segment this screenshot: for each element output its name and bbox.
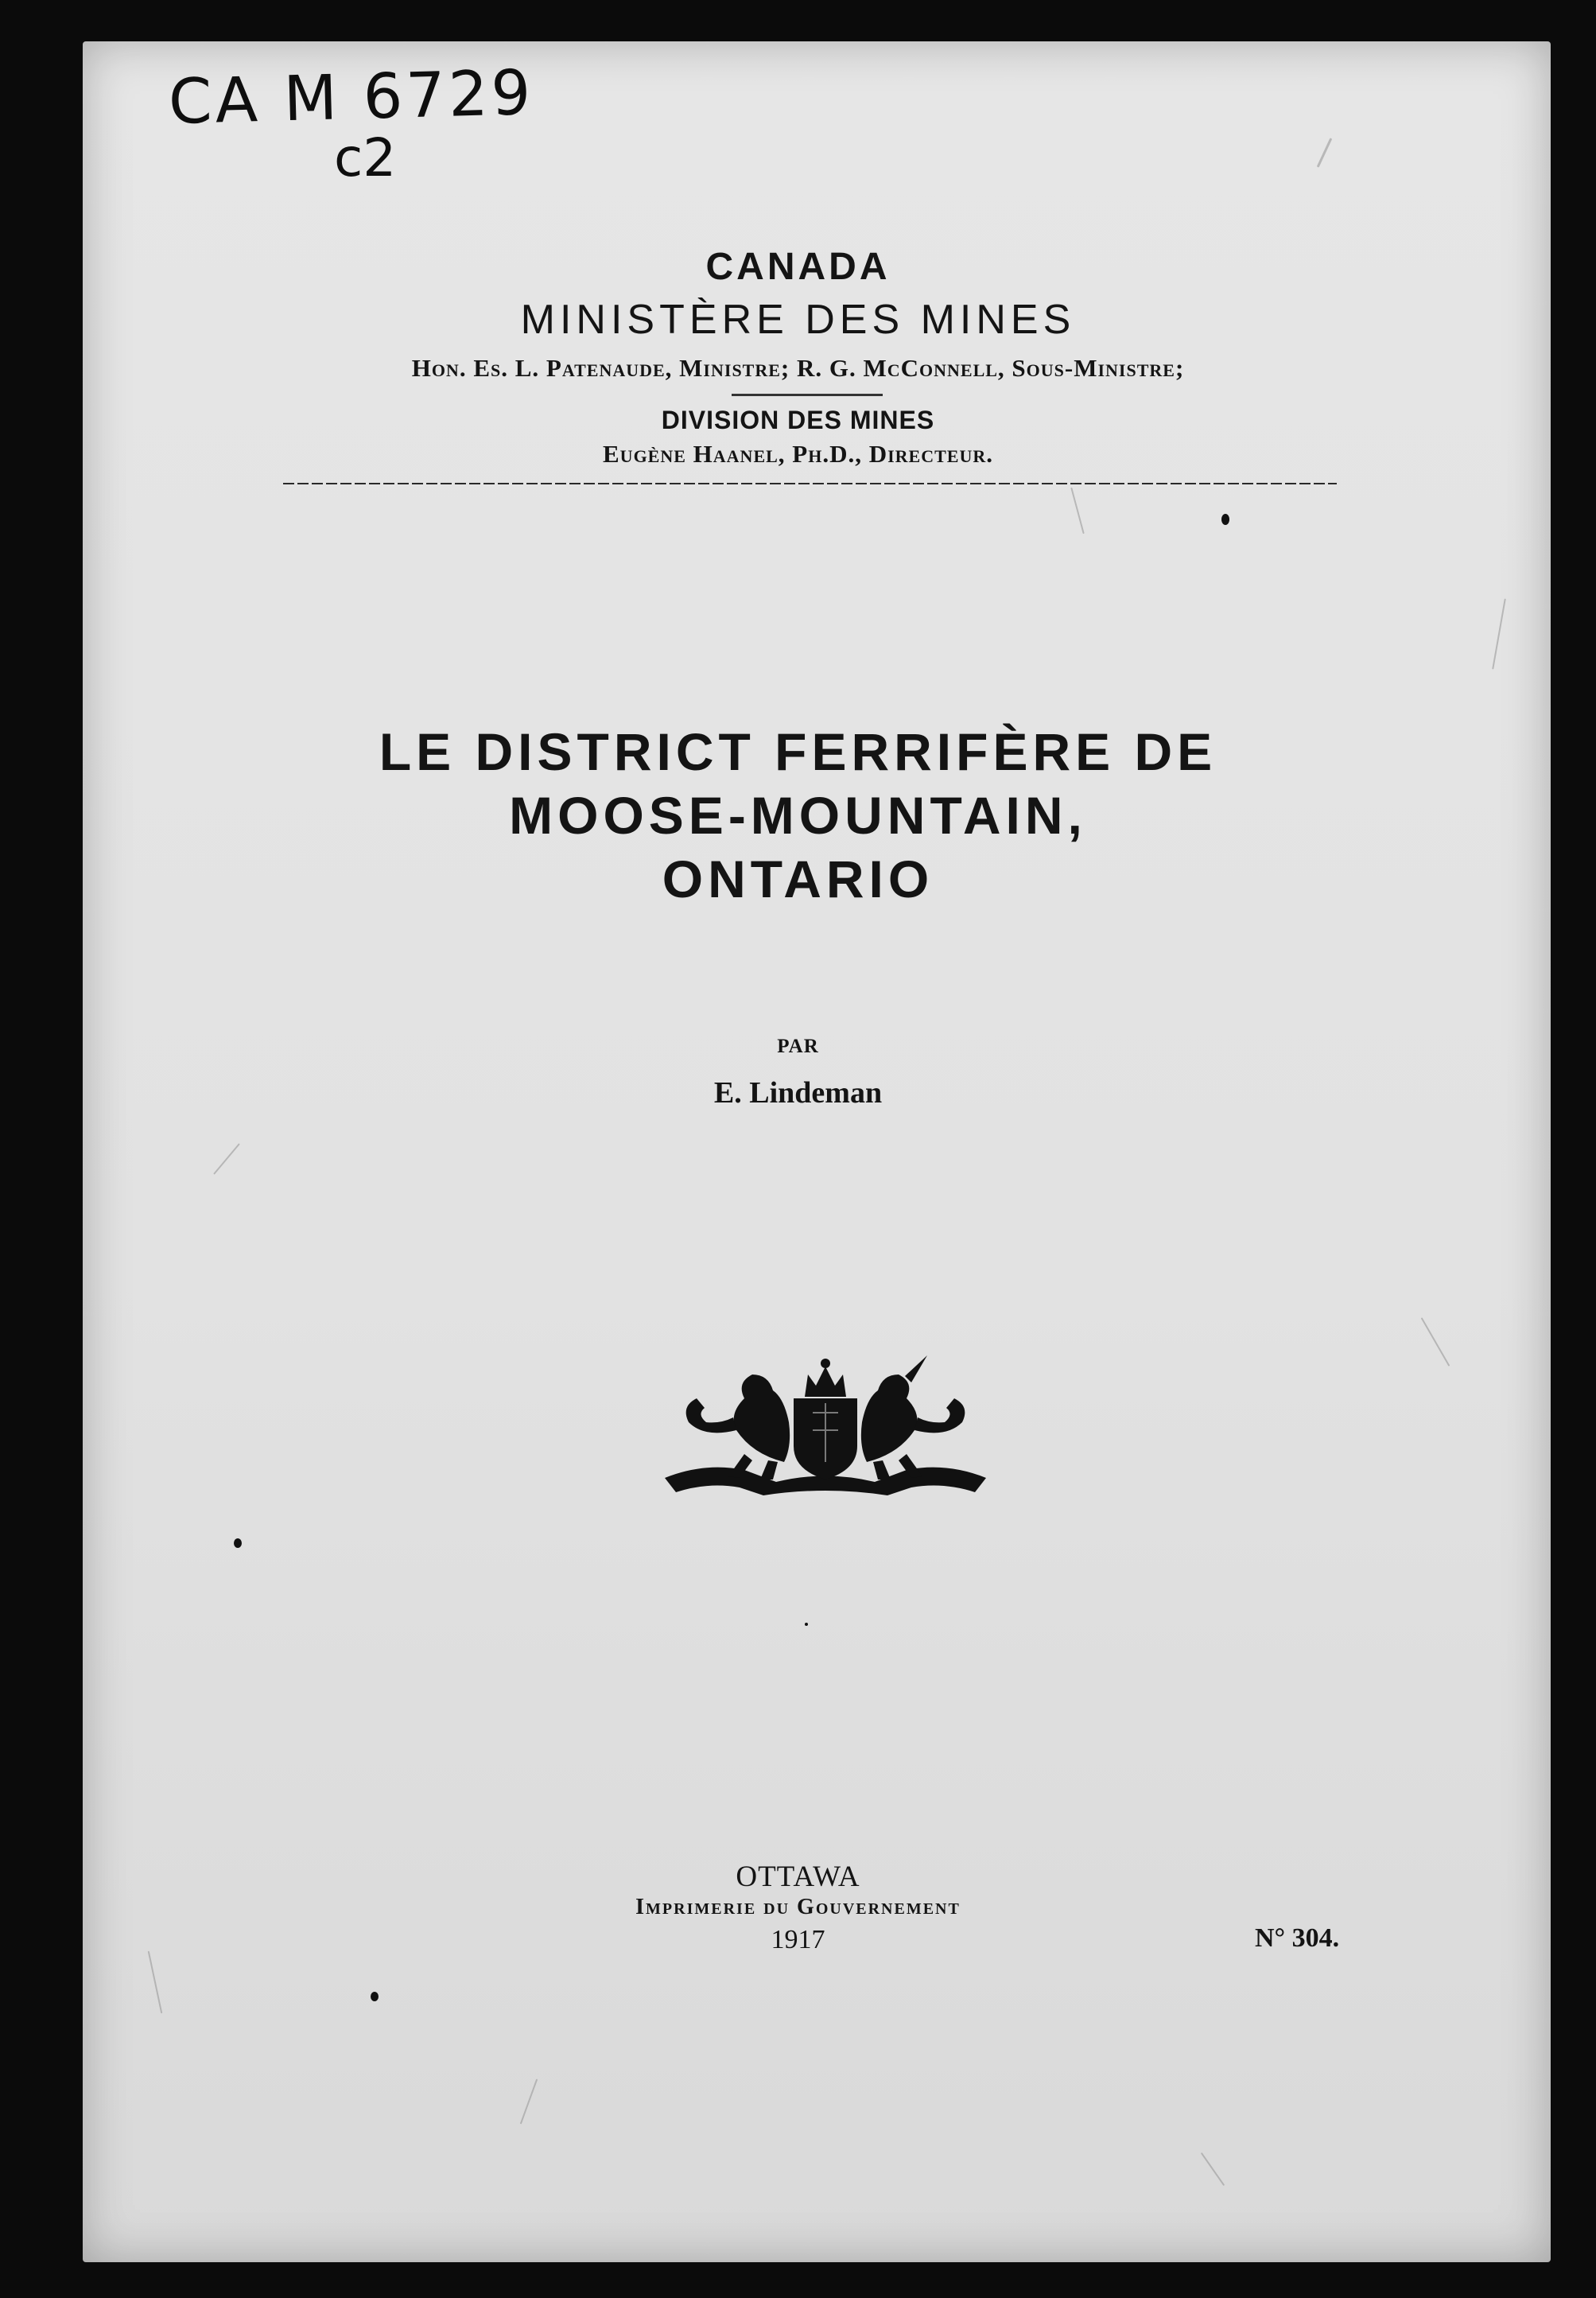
imprint-year: 1917 (771, 1925, 825, 1954)
paper-fiber (1201, 2152, 1225, 2186)
ink-speck (234, 1538, 242, 1548)
paper-fiber (1317, 138, 1333, 168)
country-heading: CANADA (705, 246, 891, 288)
ministry-heading: MINISTÈRE DES MINES (520, 297, 1076, 343)
header-divider (283, 483, 1337, 484)
by-label: PAR (777, 1036, 819, 1057)
ink-speck (1221, 514, 1229, 525)
paper-fiber (148, 1951, 163, 2014)
short-divider (732, 394, 883, 396)
ink-speck (371, 1992, 379, 2001)
director-line: Eugène Haanel, Ph.D., Directeur. (603, 440, 993, 468)
imprint-printer: Imprimerie du Gouvernement (635, 1895, 961, 1919)
coat-of-arms-icon (657, 1351, 994, 1503)
handwritten-copy-mark: c2 (334, 127, 397, 189)
document-title (0, 720, 1596, 911)
paper-fiber (213, 1143, 240, 1175)
officials-line: Hon. Es. L. Patenaude, Ministre; R. G. McConnell, Sous-Ministre; (411, 354, 1185, 382)
paper-fiber (1070, 488, 1084, 534)
author-name: E. Lindeman (713, 1076, 883, 1110)
paper-fiber (1492, 599, 1506, 670)
title-line: ONTARIO (662, 850, 934, 908)
division-heading: DIVISION DES MINES (661, 406, 935, 434)
ink-speck (805, 1623, 808, 1626)
imprint-city: OTTAWA (736, 1861, 860, 1893)
title-line: MOOSE-MOUNTAIN, (509, 786, 1087, 845)
title-line: LE DISTRICT FERRIFÈRE DE (379, 722, 1217, 781)
paper-fiber (1421, 1317, 1450, 1367)
publication-number: N° 304. (1255, 1923, 1340, 1953)
paper-fiber (520, 2078, 538, 2124)
handwritten-catalog-number: CA M 6729 (167, 57, 535, 138)
